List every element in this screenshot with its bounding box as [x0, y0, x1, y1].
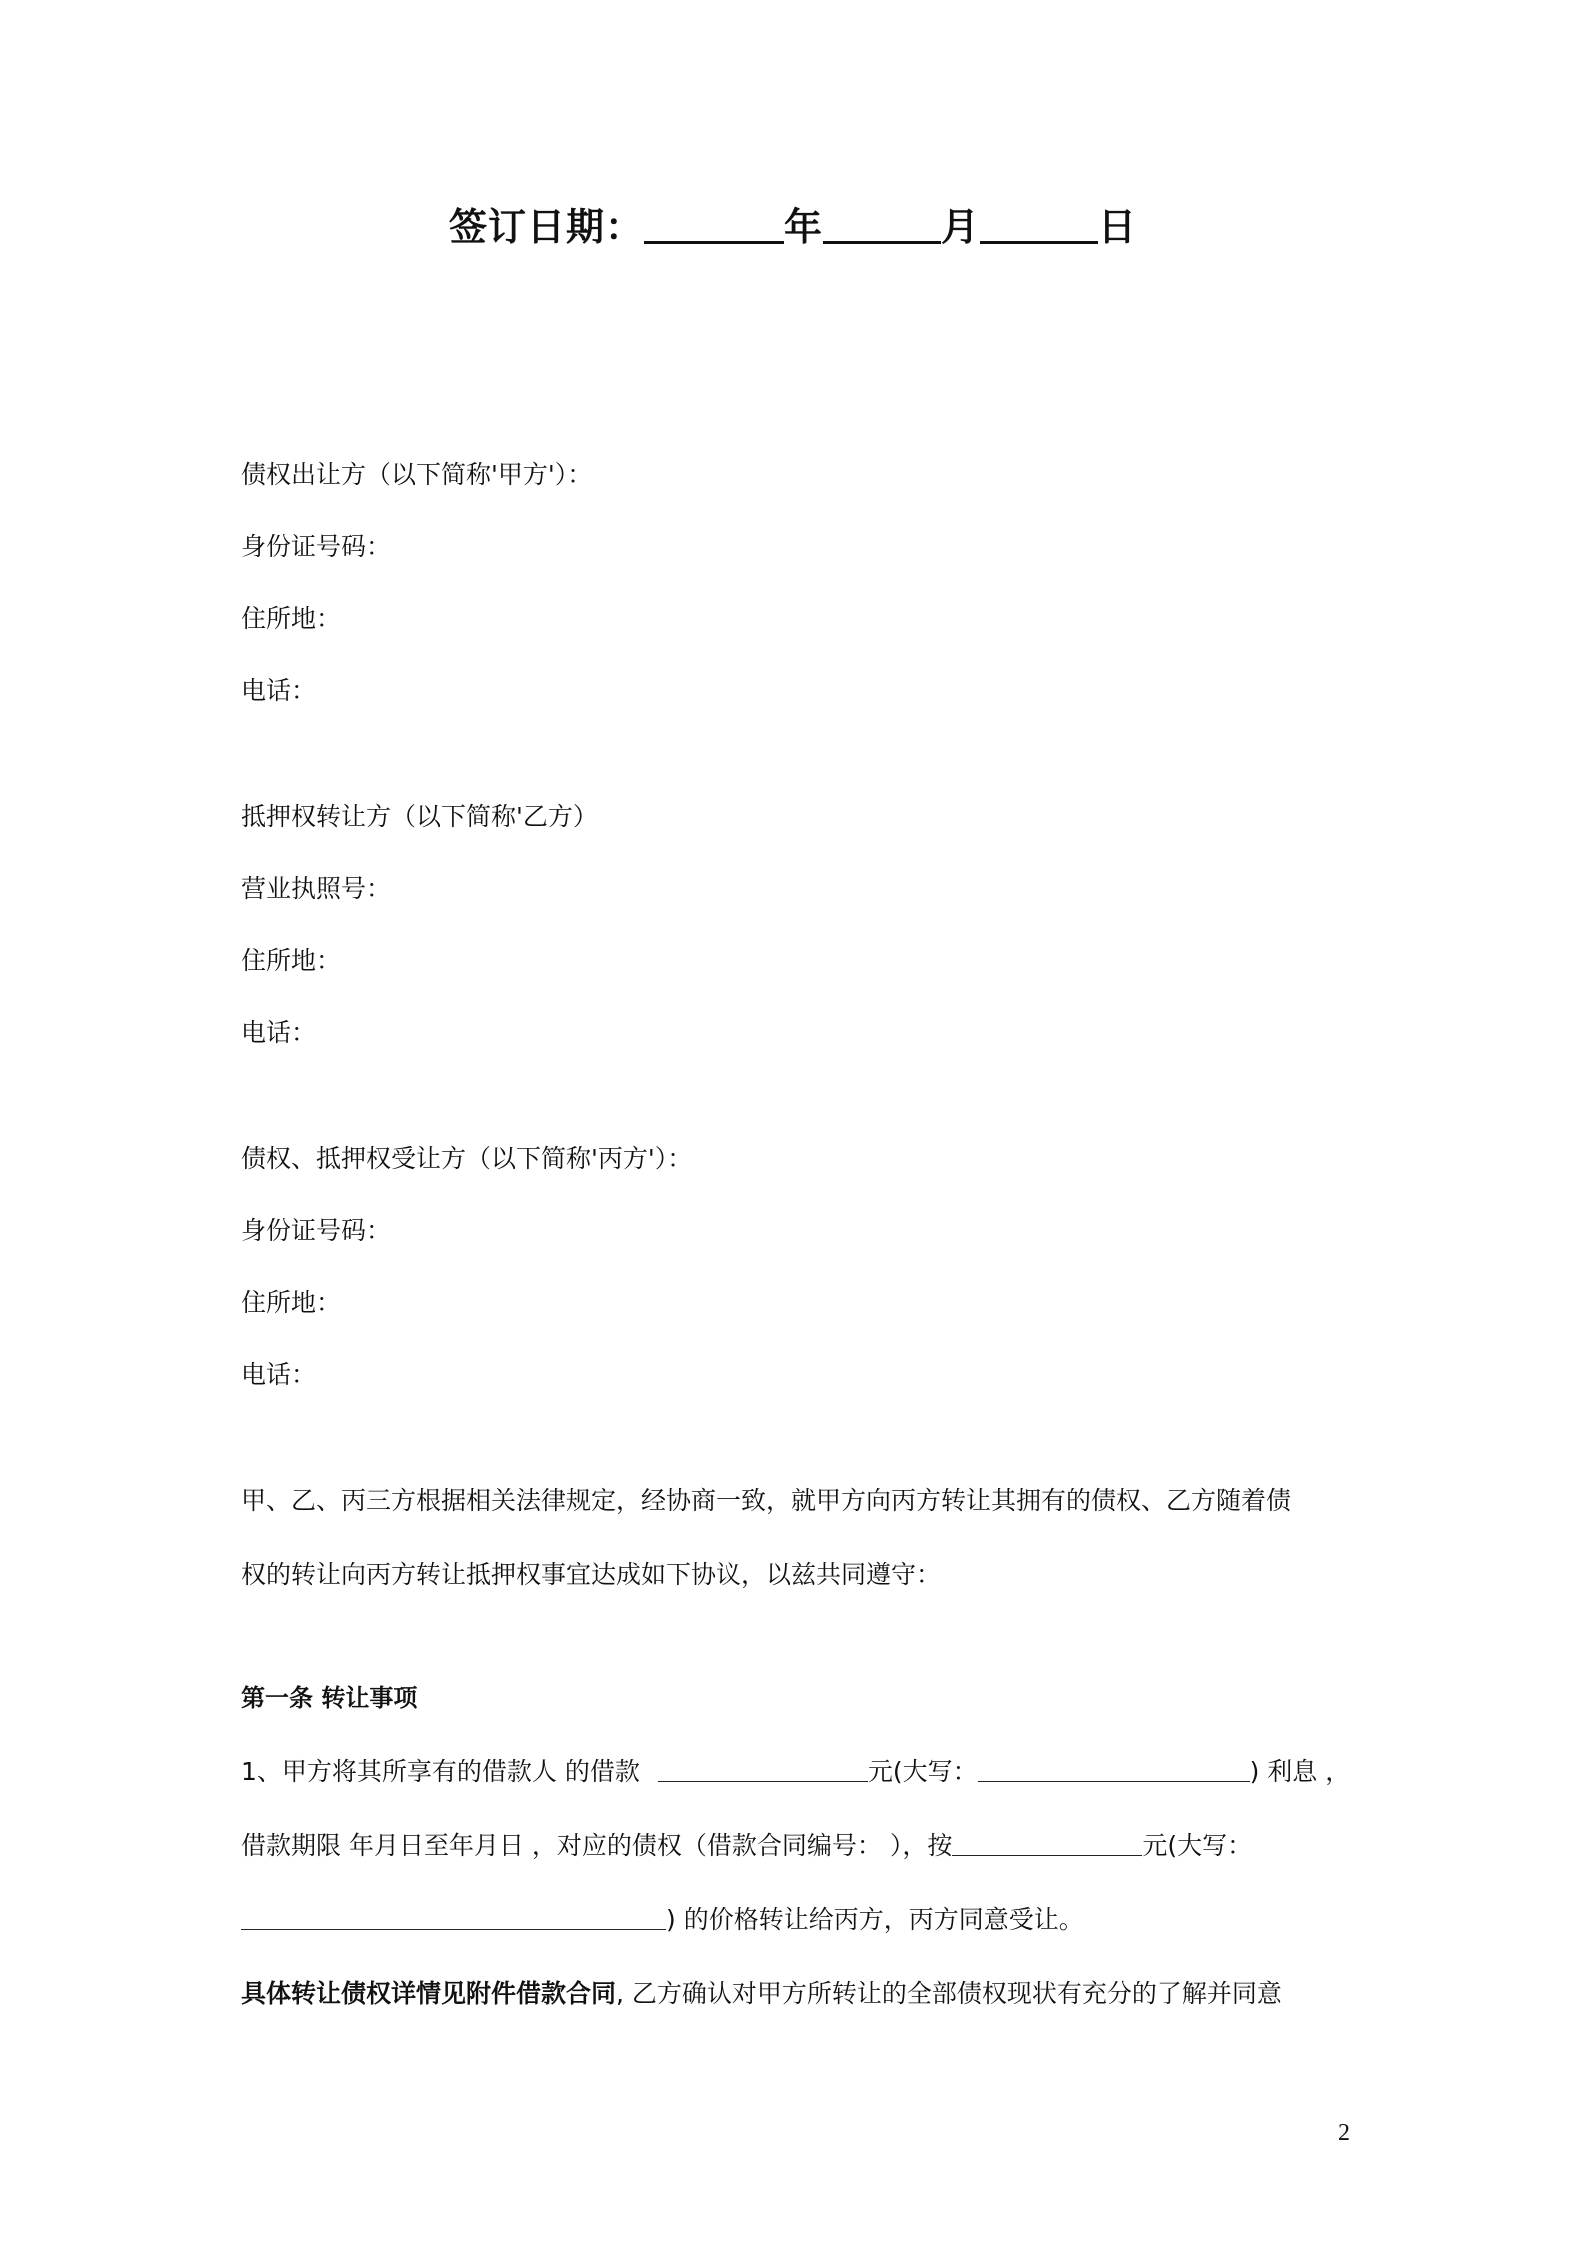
day-blank [980, 207, 1098, 244]
month-blank [823, 207, 941, 244]
page-number: 2 [1338, 2120, 1350, 2146]
year-label: 年 [783, 205, 823, 249]
clause-1-line-2-text-b: 元(大写： [1142, 1831, 1253, 1860]
signing-date-label: 签订日期： [448, 205, 644, 249]
article-1-heading: 第一条 转让事项 [241, 1684, 418, 1712]
party-c-id-label: 身份证号码： [241, 1216, 392, 1245]
party-c-address-label: 住所地： [241, 1288, 342, 1317]
clause-1-line-3-text: ) 的价格转让给丙方，丙方同意受让。 [666, 1905, 1084, 1934]
clause-1-text-a: 1、甲方将其所享有的借款人 的借款 [241, 1757, 640, 1786]
amount-uppercase-blank [978, 1761, 1250, 1782]
year-blank [644, 207, 784, 244]
party-b-phone-label: 电话： [241, 1018, 317, 1047]
party-a-heading: 债权出让方（以下简称'甲方'）： [241, 460, 593, 489]
clause-1-text-b: 元(大写： [867, 1757, 978, 1786]
price-uppercase-blank [241, 1909, 666, 1930]
detail-text-b: , 乙方确认对甲方所转让的全部债权现状有充分的了解并同意 [616, 1979, 1282, 2008]
amount-blank [658, 1761, 868, 1782]
attachment-loan-contract: 附件借款合同 [466, 1979, 617, 2008]
detail-line [241, 1974, 1282, 2010]
party-a-id-label: 身份证号码： [241, 532, 392, 561]
party-c-phone-label: 电话： [241, 1360, 317, 1389]
party-b-address-label: 住所地： [241, 946, 342, 975]
clause-1-text-c: ) 利息 ， [1249, 1757, 1351, 1786]
clause-1-line-3 [241, 1900, 1084, 1936]
clause-1-line-1 [241, 1752, 1350, 1788]
price-blank [952, 1835, 1142, 1856]
month-label: 月 [941, 205, 981, 249]
party-b-heading: 抵押权转让方（以下简称'乙方） [241, 802, 598, 831]
preamble-line-1: 甲、乙、丙三方根据相关法律规定，经协商一致，就甲方向丙方转让其拥有的债权、乙方随着债 [241, 1486, 1292, 1515]
signing-date-title [0, 196, 1586, 251]
party-a-address-label: 住所地： [241, 604, 342, 633]
preamble-line-2: 权的转让向丙方转让抵押权事宜达成如下协议，以兹共同遵守： [241, 1560, 942, 1589]
day-label: 日 [1098, 205, 1138, 249]
clause-1-line-2 [241, 1826, 1252, 1862]
clause-1-line-2-text-a: 借款期限 年月日至年月日 ，对应的债权（借款合同编号： ），按 [241, 1831, 953, 1860]
party-c-heading: 债权、抵押权受让方（以下简称'丙方'）： [241, 1144, 693, 1173]
party-b-license-label: 营业执照号： [241, 874, 392, 903]
party-a-phone-label: 电话： [241, 676, 317, 705]
detail-text-a: 具体转让债权详情见 [241, 1979, 467, 2008]
